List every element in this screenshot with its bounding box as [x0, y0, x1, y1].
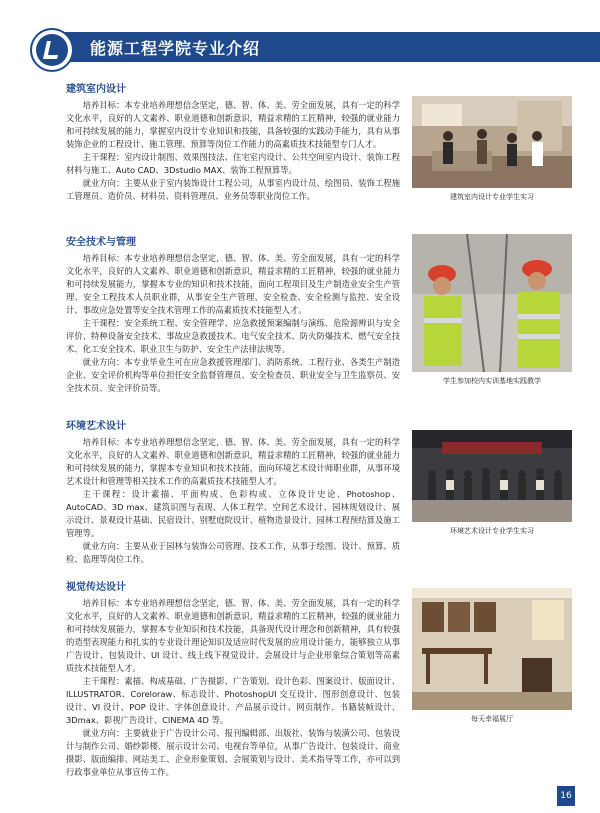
section-paragraph: 就业方向：本专业毕业生可在应急救援管理部门、消防系统、工程行业、各类生产制造企业、安全评价机构等单位担任安全监督管理员、安全检查员、职业安全与卫生监察员、安全技术员、安全评价员等。 [66, 357, 400, 393]
section-paragraph: 主干课程：安全系统工程、安全管理学、应急救援预案编制与演练、危险源辨识与安全评价、特种设备安全技术、事故应急救援技术、电气安全技术、防火防爆技术、燃气安全技术、化工安全技术、职业卫生与防护、安全生产法律法规等。 [66, 318, 400, 354]
section-interior-design [66, 80, 400, 203]
photo-caption: 每天幸福展厅 [471, 715, 513, 723]
section-paragraph: 培养目标：本专业培养理想信念坚定，德、智、体、美、劳全面发展，具有一定的科学文化水平，良好的人文素养、职业道德和创新意识，精益求精的工匠精神，较强的就业能力和可持续发展能力，掌握本专业的知识和技术技能，面向工程项目及生产制造业安全生产管理、安全工程技术人员职业群，从事安全生产管理、安全检查、安全检测与监控、安全设计、事故应急处置等安全技术管理工作的高素质技术技能型人才。 [66, 253, 400, 315]
section-title: 环境艺术设计 [66, 421, 126, 432]
page-header [0, 0, 600, 70]
photo-block-showroom [412, 588, 572, 724]
section-paragraph: 主干课程：设计素描、平面构成、色彩构成、立体设计史论、Photoshop、AutoCAD、3D max、建筑识图与表现、人体工程学、空间艺术设计、园林规划设计、展示设计、景观设计基础、民宿设计、别墅庭院设计、植物造景设计、园林工程预结算及施工管理等。 [66, 489, 400, 538]
section-paragraph: 就业方向：主要从业于室内装饰设计工程公司，从事室内设计员、绘图员、装饰工程施工管理员、造价员、材料员、资料管理员、业务员等职业岗位工作。 [66, 178, 400, 201]
section-paragraph: 培养目标：本专业培养理想信念坚定，德、智、体、美、劳全面发展，具有一定的科学文化水平，良好的人文素养、职业道德和创新意识，精益求精的工匠精神，较强的就业能力和可持续发展能力，掌握本专业知识和技术技能，具备现代设计理念和创新精神，具有较强的造型表现能力和扎实的专业设计理论知识及适应时代发展的应用设计能力，能够独立从事广告设计、包装设计、UI 设计、线上线下视觉设计、会展设计与企业形象综合策划等高素质技术技能型人才。 [66, 598, 400, 673]
interior-internship-photo [412, 96, 572, 188]
photo-caption: 学生参加校内实训基地实践教学 [443, 377, 541, 385]
logo-mark-icon [43, 41, 61, 59]
photo-block-interior [412, 96, 572, 202]
section-safety-management [66, 233, 400, 395]
section-title: 建筑室内设计 [66, 84, 126, 95]
photo-caption: 环境艺术设计专业学生实习 [450, 527, 534, 535]
photo-block-safety [412, 234, 572, 386]
section-environmental-art [66, 417, 400, 566]
section-paragraph: 就业方向：主要就业于广告设计公司、报刊编辑部、出版社、装饰与装潢公司、包装设计与制作公司、婚纱影楼、展示设计公司、电视台等单位，从事广告设计、包装设计、商业摄影、版面编排、网站美工、企业形象策划、会展策划与设计、美术指导等工作，亦可以到行政事业单位从事宣传工作。 [66, 728, 400, 777]
section-paragraph: 主干课程：素描、构成基础、广告摄影、广告策划、设计色彩、图案设计、版面设计、ILLUSTRATOR、Coreloraw、标志设计、PhotoshopUI 交互设计、图形创意设计、包装设计、VI 设计、POP 设计、字体创意设计、产品展示设计、网页制作、书籍装帧设计、3Dmax、影视广告设计、CINEMA 4D 等。 [66, 676, 400, 725]
section-paragraph: 主干课程：室内设计制图、效果图技法、住宅室内设计、公共空间室内设计、装饰工程材料与施工、Auto CAD、3Dstudio MAX、装饰工程预算等。 [66, 152, 400, 175]
logo-emblem [36, 34, 68, 66]
section-title: 视觉传达设计 [66, 582, 126, 593]
safety-training-photo [412, 234, 572, 372]
page-number: 16 [557, 786, 575, 806]
photo-block-environment [412, 430, 572, 536]
section-paragraph: 就业方向：主要从业于园林与装饰公司管理、技术工作，从事于绘图、设计、预算、质检、监理等岗位工作。 [66, 541, 400, 564]
section-paragraph: 培养目标：本专业培养理想信念坚定，德、智、体、美、劳全面发展，具有一定的科学文化水平，良好的人文素养、职业道德和创新意识，精益求精的工匠精神，较强的就业能力和可持续发展的能力，掌握室内设计专业知识和技能，具备较强的实践动手能力，具有从事装饰企业的工程设计、施工管理、预算等岗位工作能力的高素质技术技能型专门人才。 [66, 100, 400, 149]
section-title: 安全技术与管理 [66, 237, 136, 248]
photo-caption: 建筑室内设计专业学生实习 [450, 193, 534, 201]
page-title: 能源工程学院专业介绍 [90, 39, 261, 58]
showroom-photo [412, 588, 572, 710]
section-paragraph: 培养目标：本专业培养理想信念坚定，德、智、体、美、劳全面发展，具有一定的科学文化水平，良好的人文素养、职业道德和创新意识，精益求精的工匠精神，较强的就业能力和可持续发展的能力，掌握本专业知识和技术技能，面向环境艺术设计师职业群，从事环境艺术设计和管理等相关技术工作的高素质技术技能型人才。 [66, 437, 400, 486]
environment-internship-photo [412, 430, 572, 522]
college-logo [30, 28, 74, 72]
section-visual-communication [66, 578, 400, 779]
